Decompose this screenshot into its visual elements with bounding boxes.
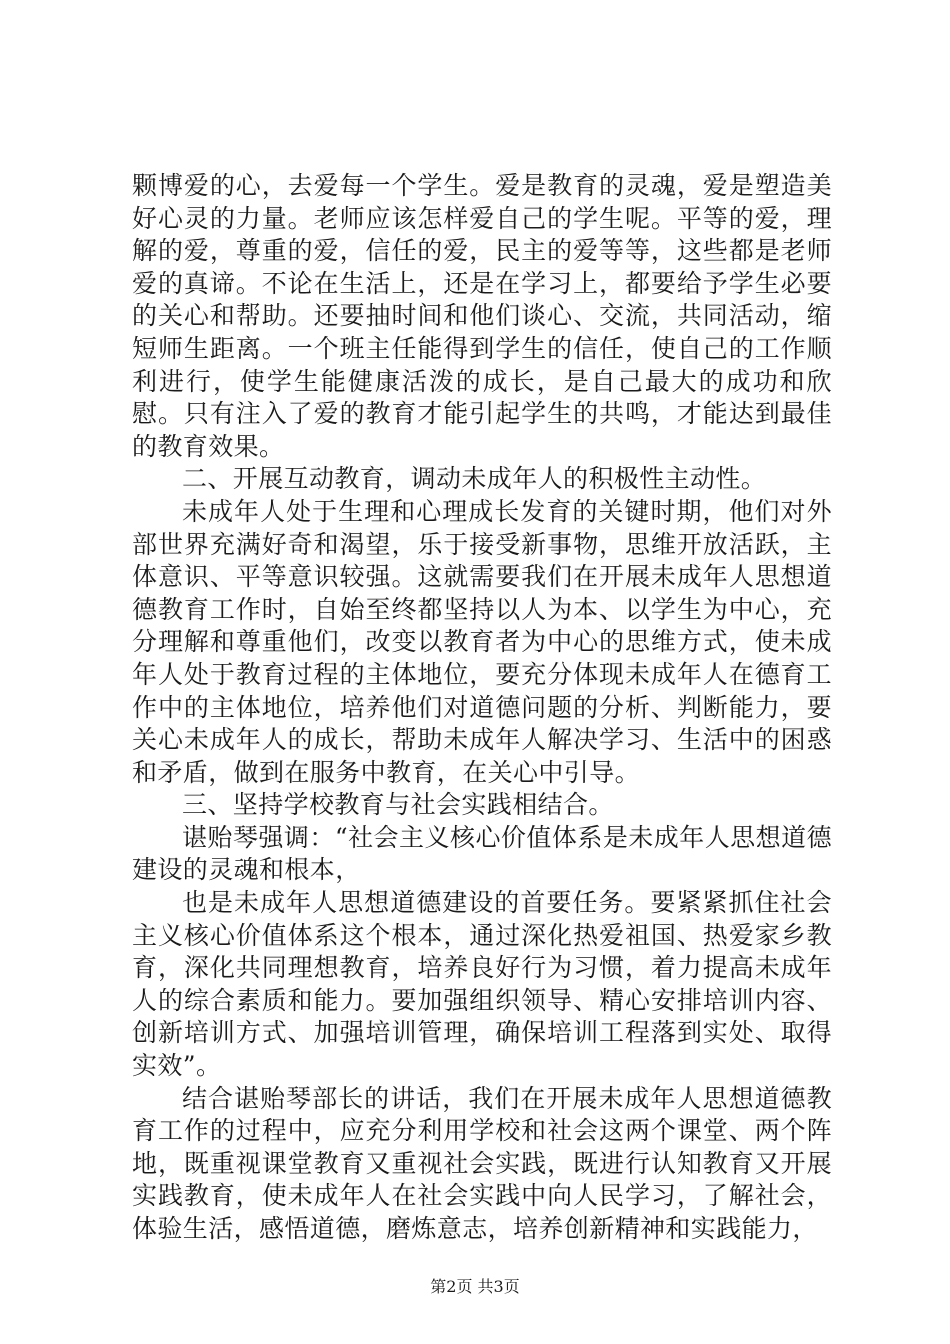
section-heading-3: 三、坚持学校教育与社会实践相结合。 <box>182 790 614 820</box>
paragraph-quote-continued: 也是未成年人思想道德建设的首要任务。要紧紧抓住社会主义核心价值体系这个根本，通过深化热爱祖国、热爱家乡教育，深化共同理想教育，培养良好行为习惯，着力提高未成年人的综合素质和能力。要加强组织领导、精心安排培训内容、创新培训方式、加强培训管理，确保培训工程落到实处、取得实效”。 <box>132 888 832 1081</box>
section-heading-2: 二、开展互动教育，调动未成年人的积极性主动性。 <box>182 464 767 494</box>
paragraph-1: 颗博爱的心，去爱每一个学生。爱是教育的灵魂，爱是塑造美好心灵的力量。老师应该怎样爱自己的学生呢。平等的爱，理解的爱，尊重的爱，信任的爱，民主的爱等等，这些都是老师爱的真谛。不论在生活上，还是在学习上，都要给予学生必要的关心和帮助。还要抽时间和他们谈心、交流，共同活动，缩短师生距离。一个班主任能得到学生的信任，使自己的工作顺利进行，使学生能健康活泼的成长，是自己最大的成功和欣慰。只有注入了爱的教育才能引起学生的共鸣，才能达到最佳的教育效果。 <box>132 171 832 461</box>
page-footer: 第2页 共3页 <box>430 1277 520 1296</box>
paragraph-2: 未成年人处于生理和心理成长发育的关键时期，他们对外部世界充满好奇和渴望，乐于接受新事物，思维开放活跃，主体意识、平等意识较强。这就需要我们在开展未成年人思想道德教育工作时，自始至终都坚持以人为本、以学生为中心，充分理解和尊重他们，改变以教育者为中心的思维方式，使未成年人处于教育过程的主体地位，要充分体现未成年人在德育工作中的主体地位，培养他们对道德问题的分析、判断能力，要关心未成年人的成长，帮助未成年人解决学习、生活中的困惑和矛盾，做到在服务中教育，在关心中引导。 <box>132 496 832 787</box>
paragraph-quote-start: 谌贻琴强调：“社会主义核心价值体系是未成年人思想道德建设的灵魂和根本， <box>132 822 832 885</box>
paragraph-3: 结合谌贻琴部长的讲话，我们在开展未成年人思想道德教育工作的过程中，应充分利用学校和社会这两个课堂、两个阵地，既重视课堂教育又重视社会实践，既进行认知教育又开展实践教育，使未成年人在社会实践中向人民学习，了解社会，体验生活，感悟道德，磨炼意志，培养创新精神和实践能力， <box>132 1083 832 1243</box>
document-body <box>132 170 832 1246</box>
